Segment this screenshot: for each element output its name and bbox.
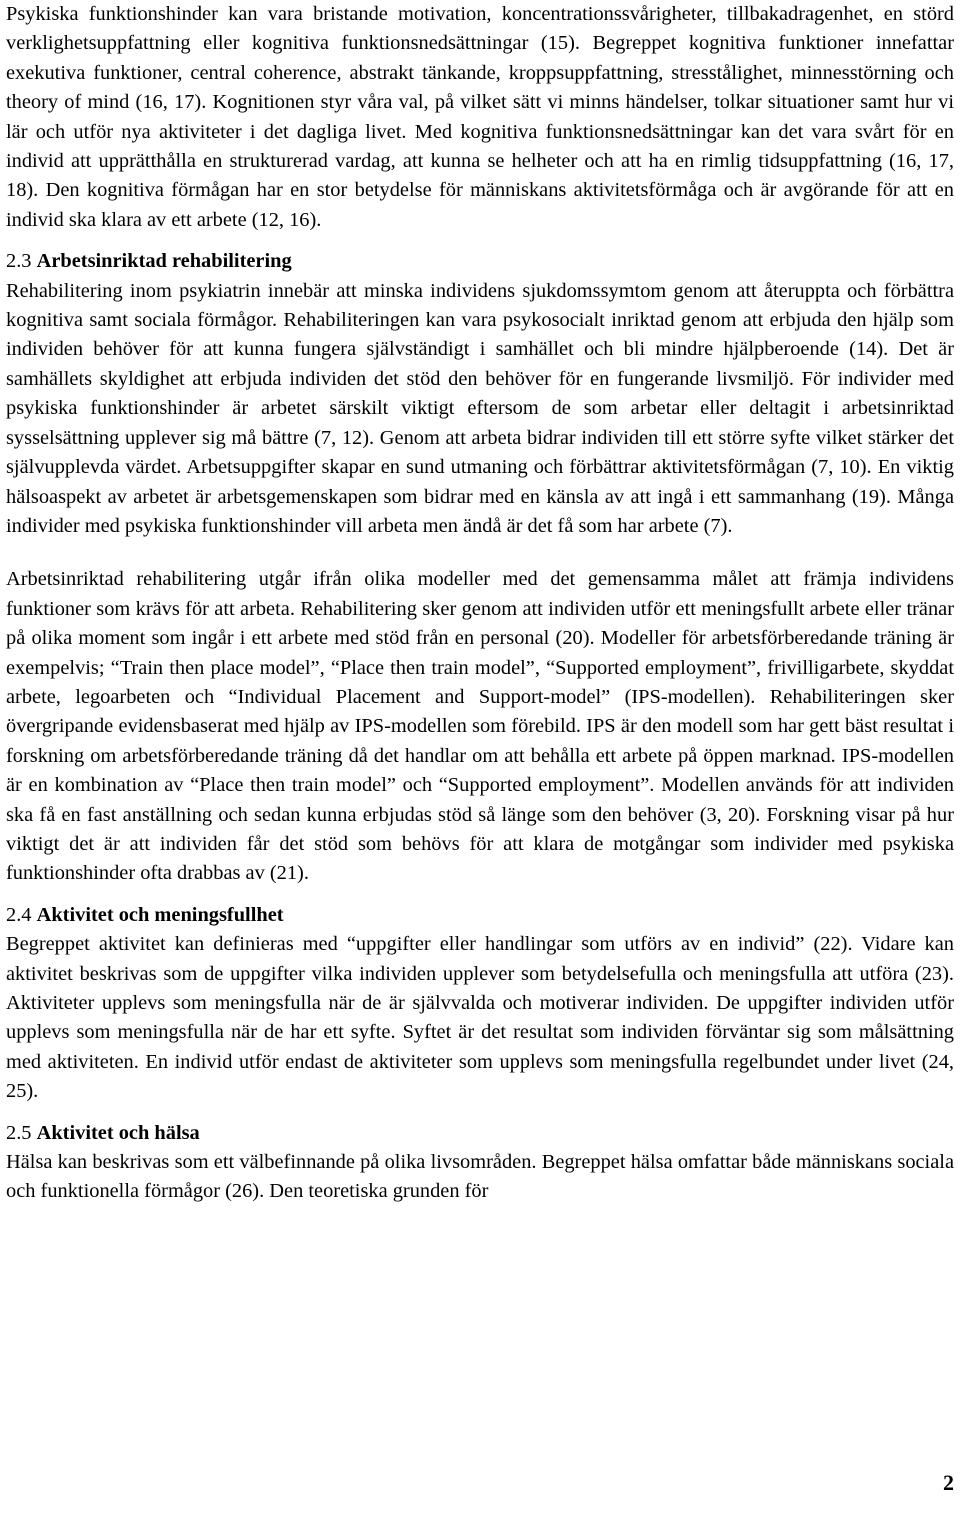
page-content [6, 0, 954, 1207]
section-heading-2-4 [6, 901, 954, 930]
section-heading-2-5 [6, 1119, 954, 1148]
spacer [6, 235, 954, 247]
spacer [6, 1107, 954, 1119]
section-2-4-paragraph: Begreppet aktivitet kan definieras med “uppgifter eller handlingar som utförs av en individ” (22). Vidare kan aktivitet beskrivas som de uppgifter vilka individen upplever som betydelsefulla och meningsfulla att utföra (23). Aktiviteter upplevs som meningsfulla när de är självvalda och motiverar individen. De uppgifter individen utför upplevs som meningsfulla när de har ett syfte. Syftet är det resultat som individen förväntar sig som målsättning med aktiviteten. En individ utför endast de aktiviteter som upplevs som meningsfulla regelbundet under livet (24, 25). [6, 933, 954, 1103]
intro-paragraph: Psykiska funktionshinder kan vara bristande motivation, koncentrationssvårigheter, tillbakadragenhet, en störd verklighetsuppfattning eller kognitiva funktionsnedsättningar (15). Begreppet kognitiva funktioner innefattar exekutiva funktioner, central coherence, abstrakt tänkande, kroppsuppfattning, stresstålighet, minnesstörning och theory of mind (16, 17). Kognitionen styr våra val, på vilket sätt vi minns händelser, tolkar situationer samt hur vi lär och utför nya aktiviteter i det dagliga livet. Med kognitiva funktionsnedsättningar kan det vara svårt för en individ att upprätthålla en strukturerad vardag, att kunna se helheter och att ha en rimlig tidsuppfattning (16, 17, 18). Den kognitiva förmågan har en stor betydelse för människans aktivitetsförmåga och är avgörande för att en individ ska klara av ett arbete (12, 16). [6, 3, 954, 231]
section-number: 2.3 [6, 250, 32, 273]
section-2-5-paragraph: Hälsa kan beskrivas som ett välbefinnande på olika livsområden. Begreppet hälsa omfattar både människans sociala och funktionella förmågor (26). Den teoretiska grunden för [6, 1151, 954, 1203]
section-title: Aktivitet och meningsfullhet [36, 903, 284, 926]
section-title: Arbetsinriktad rehabilitering [36, 250, 292, 273]
section-number: 2.4 [6, 903, 32, 926]
spacer [6, 889, 954, 901]
section-2-3-paragraph-2: Arbetsinriktad rehabilitering utgår ifrån olika modeller med det gemensamma målet att främja individens funktioner som krävs för att arbeta. Rehabilitering sker genom att individen utför ett meningsfullt arbete eller tränar på olika moment som ingår i ett arbete med stöd från en personal (20). Modeller för arbetsförberedande träning är exempelvis; “Train then place model”, “Place then train model”, “Supported employment”, frivilligarbete, skyddat arbete, legoarbeten och “Individual Placement and Support-model” (IPS-modellen). Rehabiliteringen sker övergripande evidensbaserat med hjälp av IPS-modellen som förebild. IPS är den modell som har gett bäst resultat i forskning om arbetsförberedande träning då det handlar om att behålla ett arbete på öppen marknad. IPS-modellen är en kombination av “Place then train model” och “Supported employment”. Modellen används för att individen ska få en fast anställning och sedan kunna erbjudas stöd så länge som den behöver (3, 20). Forskning visar på hur viktigt det är att individen får det stöd som behövs för att klara de motgångar som individer med psykiska funktionshinder ofta drabbas av (21). [6, 568, 954, 885]
section-number: 2.5 [6, 1121, 32, 1144]
section-2-3-paragraph-1: Rehabilitering inom psykiatrin innebär att minska individens sjukdomssymtom genom att återuppta och förbättra kognitiva samt sociala förmågor. Rehabiliteringen kan vara psykosocialt inriktad genom att erbjuda den hjälp som individen behöver för att kunna fungera självständigt i samhället och bli mindre hjälpberoende (14). Det är samhällets skyldighet att erbjuda individen det stöd den behöver för en fungerande livsmiljö. För individer med psykiska funktionshinder är arbetet särskilt viktigt eftersom de som arbetar eller deltagit i arbetsinriktad sysselsättning upplever sig må bättre (7, 12). Genom att arbeta bidrar individen till ett större syfte vilket stärker det självupplevda värdet. Arbetsuppgifter skapar en sund utmaning och förbättrar aktivitetsförmågan (7, 10). En viktig hälsoaspekt av arbetet är arbetsgemenskapen som bidrar med en känsla av att ingå i ett sammanhang (19). Många individer med psykiska funktionshinder vill arbeta men ändå är det få som har arbete (7). [6, 279, 954, 537]
section-title: Aktivitet och hälsa [36, 1121, 200, 1144]
section-heading-2-3 [6, 247, 954, 276]
page-number: 2 [943, 1470, 954, 1495]
spacer [6, 541, 954, 565]
